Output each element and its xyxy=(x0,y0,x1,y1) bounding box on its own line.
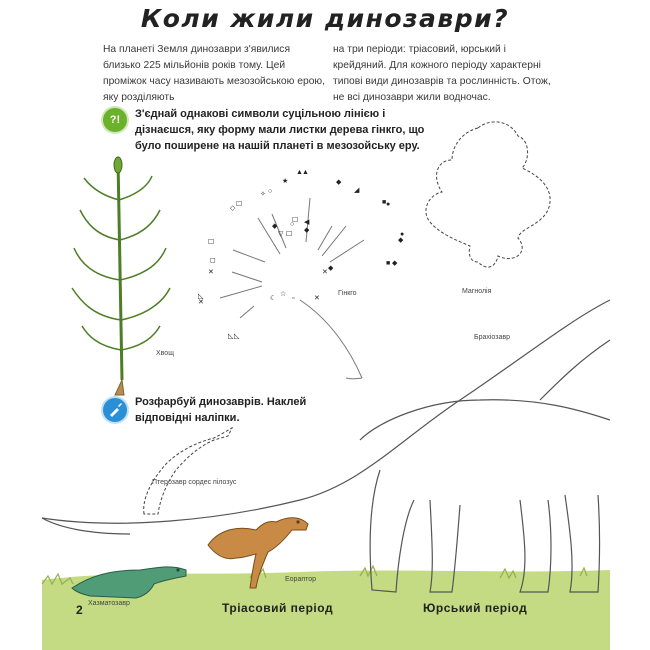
intro-text-right: на три періоди: тріасовий, юрський і крейдяний. Для кожного періоду характерні типові види динозаврів та рослинність. Отож, не всі динозаври жили водночас. xyxy=(333,44,551,103)
svg-text:✕: ✕ xyxy=(208,269,214,276)
svg-text:☆: ☆ xyxy=(280,291,287,298)
svg-text:◺: ◺ xyxy=(228,333,234,340)
svg-text:■: ■ xyxy=(382,199,387,206)
svg-text:✕: ✕ xyxy=(314,295,320,302)
label-brachiosaurus: Брахіозавр xyxy=(474,334,510,341)
period-triassic-label: Тріасовий період xyxy=(222,601,334,615)
svg-text:◇: ◇ xyxy=(230,205,236,212)
page-number: 2 xyxy=(76,603,83,617)
puzzle-question-icon: ?! xyxy=(103,108,127,132)
svg-text:●: ● xyxy=(386,201,391,208)
page-title: Коли жили динозаври? xyxy=(140,4,510,33)
svg-text:☐: ☐ xyxy=(208,239,215,246)
svg-text:✕: ✕ xyxy=(322,269,328,276)
svg-text:◆: ◆ xyxy=(304,227,310,234)
svg-text:◻: ◻ xyxy=(210,257,216,264)
brush-icon xyxy=(103,398,127,422)
label-magnolia: Магнолія xyxy=(462,288,492,295)
svg-text:●: ● xyxy=(400,231,405,238)
svg-text:○: ○ xyxy=(290,221,295,228)
horsetail-plant xyxy=(72,157,170,395)
label-chasmatosaurus: Хазматозавр xyxy=(88,600,130,607)
brush-glyph-icon xyxy=(107,402,123,418)
svg-text:◺: ◺ xyxy=(198,293,204,300)
svg-text:◆: ◆ xyxy=(398,237,404,244)
svg-text:◀: ◀ xyxy=(304,219,310,226)
svg-text:■: ■ xyxy=(386,260,391,267)
svg-text:◢: ◢ xyxy=(354,187,360,194)
svg-text:◆: ◆ xyxy=(328,265,334,272)
svg-text:☐: ☐ xyxy=(236,201,243,208)
intro-text-left: На планеті Земля динозаври з'явилися близько 225 мільйонів років тому. Цей проміжок часу називають мезозойською ерою, яку розділяють xyxy=(103,44,326,103)
svg-text:◆: ◆ xyxy=(336,179,342,186)
svg-text:▫: ▫ xyxy=(292,295,295,302)
ginkgo-symbols xyxy=(198,169,404,340)
task1-instructions: З'єднай однакові символи суцільною лінією і дізнаєшся, яку форму мали листки дерева гінкго, що було поширене на нашій планеті в мезозойську еру. xyxy=(135,108,425,152)
svg-text:◆: ◆ xyxy=(392,260,398,267)
period-jurassic-label: Юрський період xyxy=(423,601,528,615)
svg-text:○: ○ xyxy=(268,188,273,195)
svg-text:▲: ▲ xyxy=(296,169,303,176)
svg-text:✕: ✕ xyxy=(198,299,204,306)
label-pterosaur: Птерозавр сордес пілозус xyxy=(152,479,237,486)
label-horsetail: Хвощ xyxy=(156,350,174,357)
svg-text:☾: ☾ xyxy=(270,295,277,302)
svg-text:◆: ◆ xyxy=(272,223,278,230)
svg-text:✧: ✧ xyxy=(260,191,266,198)
task2-instructions: Розфарбуй динозаврів. Наклей відповідні наліпки. xyxy=(135,396,307,424)
svg-text:▲: ▲ xyxy=(302,169,309,176)
svg-text:◺: ◺ xyxy=(234,333,240,340)
svg-text:☐: ☐ xyxy=(286,231,293,238)
magnolia-dashed-outline xyxy=(426,122,550,267)
label-ginkgo: Гінкго xyxy=(338,290,357,297)
pterosaur-dashed-outline xyxy=(144,428,232,514)
svg-text:☐: ☐ xyxy=(292,217,299,224)
label-eoraptor: Еораптор xyxy=(285,576,317,583)
svg-text:★: ★ xyxy=(282,178,289,185)
brachiosaurus-drawing xyxy=(42,300,610,592)
svg-text:▽: ▽ xyxy=(278,231,284,238)
